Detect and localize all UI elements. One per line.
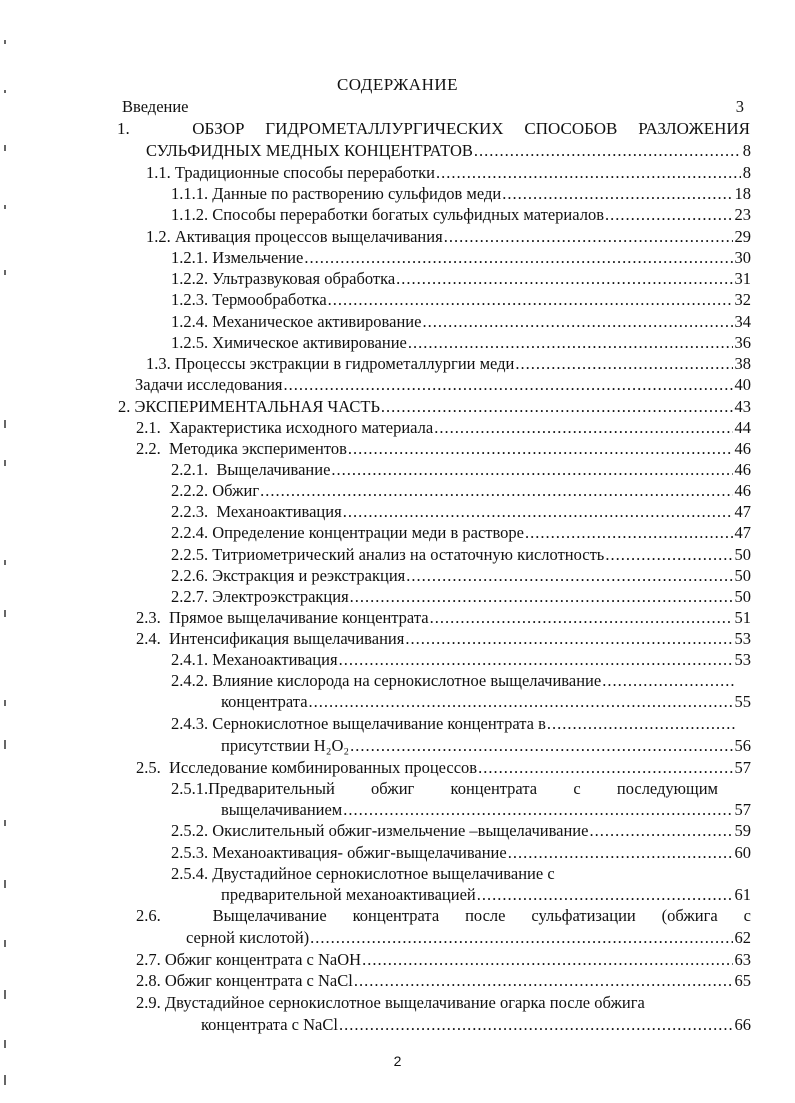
toc-entry-1-1-1 [171, 184, 751, 204]
toc-entry-2-4-2 [171, 671, 736, 691]
toc-entry-number: 2.4.3. [171, 714, 209, 733]
toc-entry-2-3 [136, 608, 751, 628]
toc-entry-number: 1.3. [146, 354, 171, 373]
toc-entry-page: 44 [734, 418, 751, 437]
toc-entry-number: 2.4. [136, 629, 161, 648]
toc-entry-number: 2.5.4. [171, 864, 209, 883]
toc-entry-number: 2.3. [136, 608, 161, 627]
toc-entry-page: 46 [734, 439, 751, 458]
toc-entry-number: 2.2.3. [171, 502, 209, 521]
toc-entry-page: 50 [734, 545, 751, 564]
toc-entry-2-2-1 [171, 460, 751, 480]
toc-entry-2-2-3 [171, 502, 751, 522]
toc-entry-chapter-1-cont [146, 141, 751, 161]
toc-entry-title: Задачи исследования [135, 375, 283, 394]
toc-entry-1-2 [146, 227, 751, 247]
toc-entry-introduction [122, 97, 744, 117]
toc-entry-number: 2.4.1. [171, 650, 209, 669]
toc-entry-number: 1.2.2. [171, 269, 209, 288]
toc-entry-page: 29 [734, 227, 751, 246]
toc-entry-title: Титриометрический анализ на остаточную кислотность [212, 545, 605, 564]
toc-entry-1-2-2 [171, 269, 751, 289]
toc-entry-page: 38 [734, 354, 751, 373]
toc-entry-page: 62 [734, 928, 751, 947]
toc-entry-page: 34 [734, 312, 751, 331]
toc-entry-1-2-1 [171, 248, 751, 268]
toc-entry-title: предварительной механоактивацией [221, 885, 476, 904]
toc-entry-page: 51 [734, 608, 751, 627]
toc-entry-title: СУЛЬФИДНЫХ МЕДНЫХ КОНЦЕНТРАТОВ [146, 141, 473, 160]
toc-entry-page: 23 [734, 205, 751, 224]
toc-entry-number: 1.1.2. [171, 205, 209, 224]
toc-entry-title: Измельчение [212, 248, 304, 267]
toc-entry-page: 8 [742, 163, 751, 182]
toc-entry-title: Обжиг концентрата с NaCl [164, 971, 353, 990]
toc-entry-number: 1.2.3. [171, 290, 209, 309]
toc-entry-title: Выщелачивание концентрата после сульфатизации (обжига с [212, 906, 751, 925]
toc-entry-2-4-2-cont [221, 692, 751, 712]
toc-entry-page: 59 [734, 821, 751, 840]
toc-entry-2-5-1-cont [221, 800, 751, 820]
toc-entry-title: Интенсификация выщелачивания [169, 629, 405, 648]
toc-entry-title: Методика экспериментов [169, 439, 347, 458]
toc-entry-number: 2.2.1. [171, 460, 209, 479]
toc-entry-page: 47 [734, 523, 751, 542]
toc-entry-page: 66 [734, 1015, 751, 1034]
toc-entry-2-2-5 [171, 545, 751, 565]
toc-entry-number: 2.2.4. [171, 523, 209, 542]
toc-entry-chapter-1 [117, 119, 750, 139]
toc-entry-title: ЭКСПЕРИМЕНТАЛЬНАЯ ЧАСТЬ [134, 397, 380, 416]
toc-entry-page: 60 [734, 843, 751, 862]
toc-entry-number: 2.1. [136, 418, 161, 437]
toc-entry-title: Традиционные способы переработки [174, 163, 436, 182]
toc-entry-title: Механоактивация- обжиг-выщелачивание [212, 843, 507, 862]
toc-entry-2-6-cont [186, 928, 751, 948]
toc-entry-number: 2.5.2. [171, 821, 209, 840]
toc-entry-title: Обжиг [212, 481, 260, 500]
toc-entry-page: 53 [734, 629, 751, 648]
toc-entry-title: Механоактивация [212, 650, 338, 669]
toc-entry-page: 3 [735, 97, 744, 116]
toc-entry-number: 2.5. [136, 758, 161, 777]
toc-entry-number: 2.8. [136, 971, 161, 990]
toc-entry-page: 46 [734, 460, 751, 479]
toc-entry-2-5-4 [171, 864, 751, 884]
toc-entry-title: ОБЗОР ГИДРОМЕТАЛЛУРГИЧЕСКИХ СПОСОБОВ РАЗЛОЖЕНИЯ [192, 119, 750, 138]
toc-entry-number: 1.1.1. [171, 184, 209, 203]
toc-entry-title: Активация процессов выщелачивания [174, 227, 443, 246]
toc-entry-title: Двустадийное сернокислотное выщелачивание огарка после обжига [164, 993, 645, 1012]
toc-entry-number: 2.2. [136, 439, 161, 458]
toc-entry-title: выщелачиванием [221, 800, 343, 819]
toc-entry-number: 2.2.2. [171, 481, 209, 500]
toc-entry-2-4 [136, 629, 751, 649]
toc-entry-title: Выщелачивание [216, 460, 331, 479]
toc-entry-number: 1.2.4. [171, 312, 209, 331]
toc-entry-1-1-2 [171, 205, 751, 225]
toc-entry-number: 2. [118, 397, 131, 416]
toc-entry-title: Термообработка [212, 290, 327, 309]
toc-entry-title: Процессы экстракции в гидрометаллургии меди [174, 354, 515, 373]
toc-entry-2-1 [136, 418, 751, 438]
toc-entry-2-5-1 [171, 779, 718, 799]
toc-entry-page: 57 [734, 800, 751, 819]
toc-entry-title: Химическое активирование [212, 333, 407, 352]
toc-entry-page: 55 [734, 692, 751, 711]
toc-entry-title: Прямое выщелачивание концентрата [169, 608, 429, 627]
toc-entry-2-8 [136, 971, 751, 991]
toc-entry-title: Способы переработки богатых сульфидных материалов [212, 205, 604, 224]
toc-entry-page: 63 [734, 950, 751, 969]
toc-entry-1-3 [146, 354, 751, 374]
toc-entry-title: Сернокислотное выщелачивание концентрата в [212, 714, 546, 733]
toc-entry-page: 53 [734, 650, 751, 669]
toc-entry-number: 1.2.5. [171, 333, 209, 352]
toc-entry-2-5-4-cont [221, 885, 751, 905]
toc-entry-title: Введение [122, 97, 189, 116]
toc-entry-number: 1.1. [146, 163, 171, 182]
page-title: СОДЕРЖАНИЕ [336, 75, 459, 94]
toc-entry-title: Определение концентрации меди в растворе [212, 523, 525, 542]
toc-entry-2-5-2 [171, 821, 751, 841]
toc-entry-title: Электроэкстракция [212, 587, 349, 606]
toc-entry-2-2-4 [171, 523, 751, 543]
toc-entry-number: 2.5.3. [171, 843, 209, 862]
toc-entry-title: концентрата [221, 692, 308, 711]
toc-entry-title: Ультразвуковая обработка [212, 269, 396, 288]
toc-entry-page: 47 [734, 502, 751, 521]
toc-entry-1-2-5 [171, 333, 751, 353]
toc-entry-title: Обжиг концентрата с NaOH [164, 950, 362, 969]
toc-entry-number: 2.2.5. [171, 545, 209, 564]
toc-entry-2-9 [136, 993, 751, 1013]
toc-entry-title: Экстракция и реэкстракция [212, 566, 406, 585]
toc-entry-2-7 [136, 950, 751, 970]
toc-entry-page: 56 [734, 736, 751, 755]
toc-entry-2-2-2 [171, 481, 751, 501]
toc-entry-research-tasks [135, 375, 751, 395]
toc-entry-title: концентрата с NaCl [201, 1015, 338, 1034]
toc-entry-1-1 [146, 163, 751, 183]
toc-entry-title: Предварительный обжиг концентрата с последующим [208, 779, 718, 798]
toc-entry-number: 1. [117, 119, 130, 138]
toc-entry-title: Характеристика исходного материала [169, 418, 434, 437]
toc-entry-title: присутствии H₂O₂ [221, 736, 350, 755]
toc-entry-2-6 [136, 906, 751, 926]
toc-entry-page: 43 [734, 397, 751, 416]
toc-entry-2-2-6 [171, 566, 751, 586]
toc-entry-2-4-3 [171, 714, 739, 734]
toc-entry-page: 61 [734, 885, 751, 904]
toc-entry-title: Механоактивация [216, 502, 342, 521]
toc-entry-2-4-1 [171, 650, 751, 670]
toc-entry-title: Двустадийное сернокислотное выщелачивание с [212, 864, 555, 883]
toc-entry-number: 2.4.2. [171, 671, 209, 690]
toc-entry-title: Влияние кислорода на сернокислотное выщелачивание [212, 671, 602, 690]
toc-entry-2-5 [136, 758, 751, 778]
toc-entry-number: 2.2.6. [171, 566, 209, 585]
toc-entry-page: 36 [734, 333, 751, 352]
toc-entry-2-4-3-cont [221, 736, 751, 756]
scan-margin-marks [0, 0, 16, 1103]
toc-entry-chapter-2 [118, 397, 751, 417]
toc-entry-1-2-3 [171, 290, 751, 310]
toc-entry-page: 57 [734, 758, 751, 777]
toc-entry-page: 65 [734, 971, 751, 990]
toc-entry-page: 8 [742, 141, 751, 160]
toc-entry-page: 50 [734, 566, 751, 585]
toc-entry-number: 2.6. [136, 906, 161, 925]
toc-entry-page: 50 [734, 587, 751, 606]
toc-entry-page: 40 [734, 375, 751, 394]
toc-entry-2-9-cont [201, 1015, 751, 1035]
toc-entry-title: Данные по растворению сульфидов меди [212, 184, 502, 203]
toc-entry-number: 2.2.7. [171, 587, 209, 606]
toc-entry-number: 2.5.1. [171, 779, 209, 798]
toc-entry-2-2 [136, 439, 751, 459]
toc-entry-title: Исследование комбинированных процессов [169, 758, 478, 777]
toc-entry-page: 18 [734, 184, 751, 203]
toc-entry-number: 2.9. [136, 993, 161, 1012]
toc-entry-title: Механическое активирование [212, 312, 422, 331]
toc-entry-number: 1.2. [146, 227, 171, 246]
toc-entry-2-5-3 [171, 843, 751, 863]
toc-entry-page: 32 [734, 290, 751, 309]
toc-entry-title: серной кислотой) [186, 928, 310, 947]
toc-entry-title: Окислительный обжиг-измельчение –выщелачивание [212, 821, 589, 840]
toc-entry-number: 1.2.1. [171, 248, 209, 267]
toc-entry-page: 30 [734, 248, 751, 267]
toc-entry-page: 31 [734, 269, 751, 288]
toc-entry-page: 46 [734, 481, 751, 500]
toc-entry-number: 2.7. [136, 950, 161, 969]
toc-entry-1-2-4 [171, 312, 751, 332]
toc-entry-2-2-7 [171, 587, 751, 607]
page-number: 2 [393, 1053, 402, 1069]
